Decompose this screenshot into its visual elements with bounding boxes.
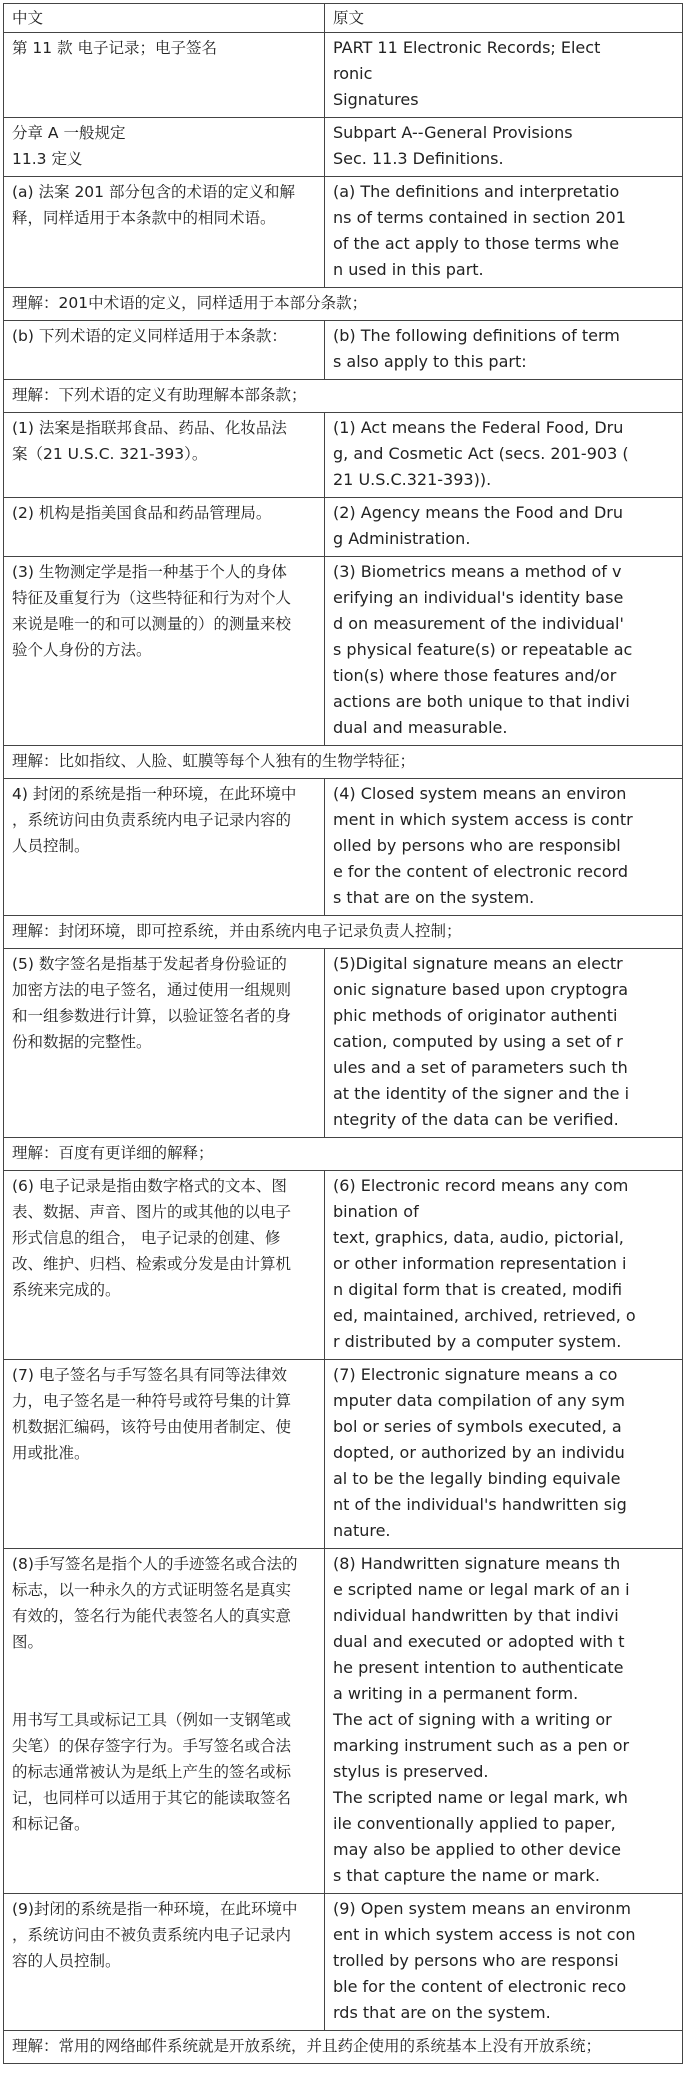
chinese-cell (4, 413, 325, 498)
original-cell (325, 118, 683, 177)
chinese-line: 4) 封闭的系统是指一种环境，在此环境中 (12, 785, 297, 803)
header-original: 原文 (325, 4, 683, 33)
original-line: (8) Handwritten signature means th (333, 1554, 621, 1573)
chinese-line: 和一组参数进行计算，以验证签名者的身 (12, 1007, 292, 1025)
original-line: ules and a set of parameters such th (333, 1058, 628, 1077)
definition-row (4, 1171, 683, 1360)
definition-row (4, 118, 683, 177)
chinese-line (12, 1655, 318, 1681)
original-line: nature. (333, 1521, 391, 1540)
original-line: nt of the individual's handwritten sig (333, 1495, 627, 1514)
translation-table (3, 3, 683, 2064)
definition-row (4, 1360, 683, 1549)
original-line: bination of (333, 1202, 419, 1221)
original-cell (325, 413, 683, 498)
chinese-cell (4, 557, 325, 746)
original-line: (3) Biometrics means a method of v (333, 562, 622, 581)
original-cell (325, 949, 683, 1138)
original-cell (325, 1360, 683, 1549)
chinese-line: 用或批准。 (12, 1444, 90, 1462)
note-row (4, 1138, 683, 1171)
original-cell (325, 1549, 683, 1894)
chinese-cell (4, 177, 325, 288)
original-line: he present intention to authenticate (333, 1658, 624, 1677)
chinese-line (12, 1681, 318, 1707)
definition-row (4, 498, 683, 557)
chinese-cell (4, 779, 325, 916)
original-line: n used in this part. (333, 260, 484, 279)
original-line: or other information representation i (333, 1254, 627, 1273)
chinese-line: 分章 A 一般规定 (12, 124, 126, 142)
original-line: (5)Digital signature means an electr (333, 954, 623, 973)
document (3, 3, 682, 2064)
original-line: Signatures (333, 90, 419, 109)
definition-row (4, 779, 683, 916)
original-line: s physical feature(s) or repeatable ac (333, 640, 633, 659)
chinese-line: 记，也同样可以适用于其它的能读取签名 (12, 1789, 292, 1807)
chinese-cell (4, 1549, 325, 1894)
original-line: (b) The following definitions of term (333, 326, 620, 345)
chinese-line: 改、维护、归档、检索或分发是由计算机 (12, 1255, 292, 1273)
original-line: of the act apply to those terms whe (333, 234, 620, 253)
original-line: ble for the content of electronic reco (333, 1977, 627, 1996)
definition-row (4, 949, 683, 1138)
original-line: rds that are on the system. (333, 2003, 551, 2022)
original-line: (1) Act means the Federal Food, Dru (333, 418, 624, 437)
original-line: actions are both unique to that indivi (333, 692, 630, 711)
chinese-cell (4, 949, 325, 1138)
chinese-line: (3) 生物测定学是指一种基于个人的身体 (12, 563, 287, 581)
chinese-line: 表、数据、声音、图片的或其他的以电子 (12, 1203, 292, 1221)
chinese-line: (a) 法案 201 部分包含的术语的定义和解 (12, 183, 295, 201)
chinese-line: 容的人员控制。 (12, 1952, 121, 1970)
original-line: ile conventionally applied to paper, (333, 1814, 616, 1833)
original-line: trolled by persons who are responsi (333, 1951, 619, 1970)
original-line: tion(s) where those features and/or (333, 666, 617, 685)
original-line: n digital form that is created, modifi (333, 1280, 623, 1299)
chinese-cell (4, 1171, 325, 1360)
chinese-line: 系统来完成的。 (12, 1281, 121, 1299)
chinese-cell (4, 1894, 325, 2031)
definition-row (4, 1894, 683, 2031)
original-line: r distributed by a computer system. (333, 1332, 622, 1351)
original-line: s that capture the name or mark. (333, 1866, 600, 1885)
original-line: (2) Agency means the Food and Dru (333, 503, 624, 522)
chinese-line: 特征及重复行为（这些特征和行为对个人 (12, 589, 292, 607)
chinese-line: 尖笔）的保存签字行为。手写签名或合法 (12, 1737, 292, 1755)
chinese-line: (9)封闭的系统是指一种环境，在此环境中 (12, 1900, 298, 1918)
original-line: Sec. 11.3 Definitions. (333, 149, 504, 168)
chinese-line: 第 11 款 电子记录；电子签名 (12, 39, 218, 57)
definition-row (4, 177, 683, 288)
original-line: onic signature based upon cryptogra (333, 980, 629, 999)
chinese-line: (6) 电子记录是指由数字格式的文本、图 (12, 1177, 287, 1195)
original-cell (325, 1894, 683, 2031)
chinese-line: (2) 机构是指美国食品和药品管理局。 (12, 504, 272, 522)
definition-row (4, 321, 683, 380)
chinese-line: 来说是唯一的和可以测量的）的测量来校 (12, 615, 292, 633)
original-line: s also apply to this part: (333, 352, 527, 371)
note-row (4, 288, 683, 321)
note-text: 理解：201中术语的定义，同样适用于本部分条款； (4, 288, 683, 321)
chinese-line: 和标记备。 (12, 1815, 90, 1833)
chinese-line: 加密方法的电子签名，通过使用一组规则 (12, 981, 292, 999)
original-cell (325, 557, 683, 746)
original-line: The scripted name or legal mark, wh (333, 1788, 628, 1807)
chinese-line: 验个人身份的方法。 (12, 641, 152, 659)
original-line: olled by persons who are responsibl (333, 836, 621, 855)
original-line: dopted, or authorized by an individu (333, 1443, 625, 1462)
chinese-line: (1) 法案是指联邦食品、药品、化妆品法 (12, 419, 287, 437)
original-line: s that are on the system. (333, 888, 535, 907)
original-cell (325, 177, 683, 288)
original-line: PART 11 Electronic Records; Elect (333, 38, 601, 57)
original-line: (9) Open system means an environm (333, 1899, 631, 1918)
chinese-line: (b) 下列术语的定义同样适用于本条款： (12, 327, 287, 345)
chinese-line: 用书写工具或标记工具（例如一支钢笔或 (12, 1711, 292, 1729)
original-line: erifying an individual's identity base (333, 588, 624, 607)
chinese-line: 人员控制。 (12, 837, 90, 855)
original-line: dual and measurable. (333, 718, 508, 737)
original-cell (325, 33, 683, 118)
note-text: 理解：封闭环境，即可控系统，并由系统内电子记录负责人控制； (4, 916, 683, 949)
chinese-line: 力，电子签名是一种符号或符号集的计算 (12, 1392, 292, 1410)
definition-row (4, 557, 683, 746)
chinese-line: 图。 (12, 1633, 44, 1651)
original-line: mputer data compilation of any sym (333, 1391, 625, 1410)
chinese-line: 释，同样适用于本条款中的相同术语。 (12, 209, 276, 227)
original-line: stylus is preserved. (333, 1762, 489, 1781)
chinese-line: (7) 电子签名与手写签名具有同等法律效 (12, 1366, 287, 1384)
header-row (4, 4, 683, 33)
original-line: marking instrument such as a pen or (333, 1736, 630, 1755)
original-line: ntegrity of the data can be verified. (333, 1110, 619, 1129)
original-line: ent in which system access is not con (333, 1925, 636, 1944)
original-line: ns of terms contained in section 201 (333, 208, 626, 227)
original-line: (7) Electronic signature means a co (333, 1365, 618, 1384)
table-body (4, 4, 683, 2064)
original-line: may also be applied to other device (333, 1840, 621, 1859)
chinese-line: 案（21 U.S.C. 321-393）。 (12, 445, 208, 463)
original-line: Subpart A--General Provisions (333, 123, 573, 142)
original-line: cation, computed by using a set of r (333, 1032, 623, 1051)
original-cell (325, 1171, 683, 1360)
original-line: The act of signing with a writing or (333, 1710, 612, 1729)
chinese-cell (4, 33, 325, 118)
original-line: d on measurement of the individual' (333, 614, 624, 633)
chinese-line: 11.3 定义 (12, 150, 83, 168)
original-line: 21 U.S.C.321-393)). (333, 470, 492, 489)
note-text: 理解：百度有更详细的解释； (4, 1138, 683, 1171)
original-line: text, graphics, data, audio, pictorial, (333, 1228, 624, 1247)
original-line: ment in which system access is contr (333, 810, 633, 829)
original-line: al to be the legally binding equivale (333, 1469, 621, 1488)
note-text: 理解：比如指纹、人脸、虹膜等每个人独有的生物学特征； (4, 746, 683, 779)
chinese-cell (4, 118, 325, 177)
original-line: ndividual handwritten by that indivi (333, 1606, 619, 1625)
note-row (4, 2031, 683, 2064)
chinese-line: ，系统访问由不被负责系统内电子记录内 (12, 1926, 292, 1944)
note-row (4, 380, 683, 413)
original-line: g, and Cosmetic Act (secs. 201-903 ( (333, 444, 629, 463)
original-line: (a) The definitions and interpretatio (333, 182, 620, 201)
chinese-line: 有效的，签名行为能代表签名人的真实意 (12, 1607, 292, 1625)
original-line: e for the content of electronic record (333, 862, 629, 881)
note-row (4, 916, 683, 949)
chinese-line: 的标志通常被认为是纸上产生的签名或标 (12, 1763, 292, 1781)
chinese-cell (4, 321, 325, 380)
original-line: e scripted name or legal mark of an i (333, 1580, 630, 1599)
original-line: ed, maintained, archived, retrieved, o (333, 1306, 636, 1325)
original-cell (325, 498, 683, 557)
original-cell (325, 321, 683, 380)
definition-row (4, 33, 683, 118)
definition-row (4, 1549, 683, 1894)
original-line: (4) Closed system means an environ (333, 784, 627, 803)
note-text: 理解：常用的网络邮件系统就是开放系统，并且药企使用的系统基本上没有开放系统； (4, 2031, 683, 2064)
chinese-line: (5) 数字签名是指基于发起者身份验证的 (12, 955, 287, 973)
chinese-line: ，系统访问由负责系统内电子记录内容的 (12, 811, 292, 829)
chinese-line: (8)手写签名是指个人的手迹签名或合法的 (12, 1555, 298, 1573)
definition-row (4, 413, 683, 498)
original-cell (325, 779, 683, 916)
chinese-line: 机数据汇编码，该符号由使用者制定、使 (12, 1418, 292, 1436)
chinese-line: 形式信息的组合， 电子记录的创建、修 (12, 1229, 281, 1247)
original-line: dual and executed or adopted with t (333, 1632, 625, 1651)
chinese-cell (4, 1360, 325, 1549)
original-line: (6) Electronic record means any com (333, 1176, 629, 1195)
original-line: ronic (333, 64, 373, 83)
chinese-cell (4, 498, 325, 557)
original-line: g Administration. (333, 529, 471, 548)
original-line: at the identity of the signer and the i (333, 1084, 630, 1103)
note-text: 理解：下列术语的定义有助理解本部条款； (4, 380, 683, 413)
original-line: bol or series of symbols executed, a (333, 1417, 622, 1436)
note-row (4, 746, 683, 779)
original-line: a writing in a permanent form. (333, 1684, 579, 1703)
original-line: phic methods of originator authenti (333, 1006, 618, 1025)
chinese-line: 份和数据的完整性。 (12, 1033, 152, 1051)
header-chinese: 中文 (4, 4, 325, 33)
chinese-line: 标志，以一种永久的方式证明签名是真实 (12, 1581, 292, 1599)
